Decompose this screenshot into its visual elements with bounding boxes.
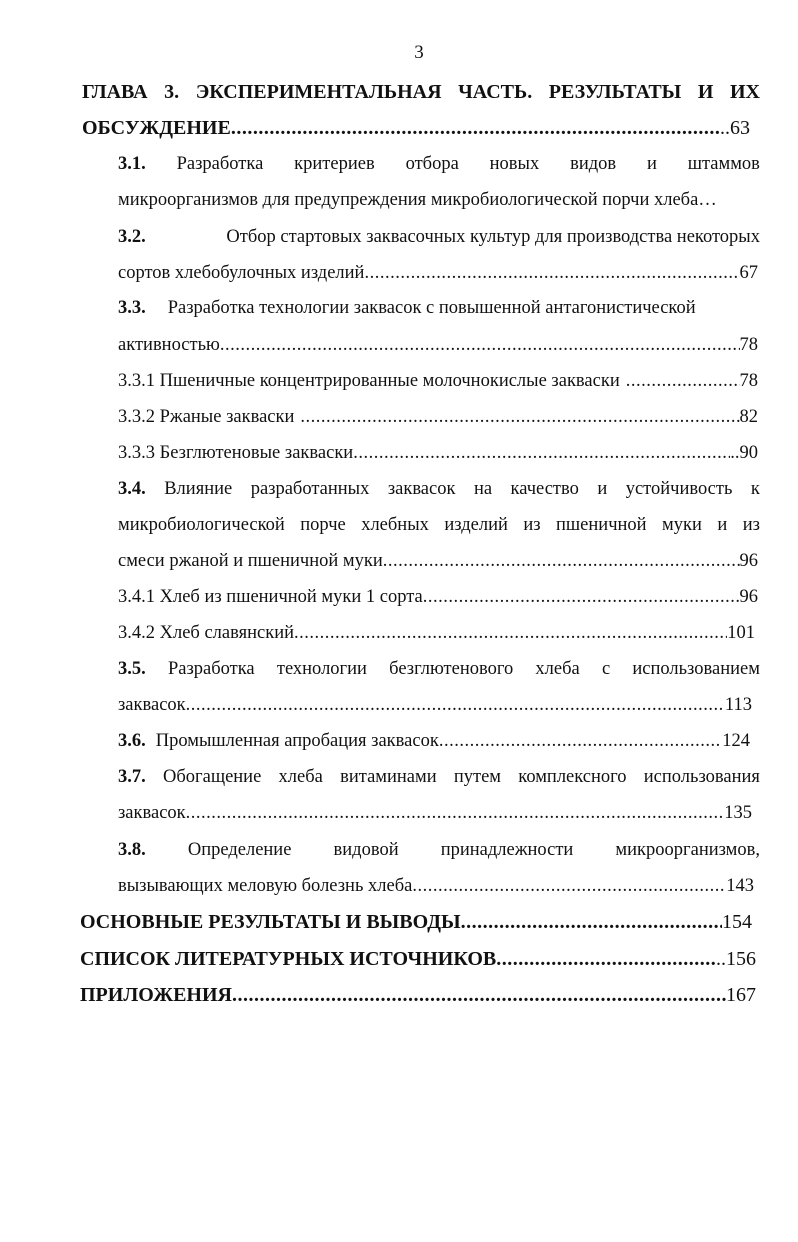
toc-entry-3-3-1: 3.3.1 Пшеничные концентрированные молочнокислые закваски ..... 78	[118, 369, 758, 393]
page-ref: ..156	[716, 948, 756, 970]
toc-entry-3-4-line3: смеси ржаной и пшеничной муки ..... 96	[118, 549, 758, 573]
toc-entry-3-3-2: 3.3.2 Ржаные закваски ..... 82	[118, 405, 758, 429]
page-ref: 154	[722, 911, 752, 933]
chapter-title-line1: ГЛАВА 3. ЭКСПЕРИМЕНТАЛЬНАЯ ЧАСТЬ. РЕЗУЛЬТАТЫ И ИХ	[82, 81, 760, 103]
page-ref: ..90	[730, 443, 758, 463]
toc-entry-3-2-line2: сортов хлебобулочных изделий ..... 67	[118, 261, 758, 285]
toc-entry-3-1: 3.1. Разработка критериев отбора новых видов и штаммов	[118, 154, 760, 174]
toc-entry-3-4-1: 3.4.1 Хлеб из пшеничной муки 1 сорта ..... 96	[118, 585, 758, 609]
page-ref: 67	[739, 263, 758, 283]
toc-entry-appendices: ПРИЛОЖЕНИЯ ..... 167	[80, 983, 756, 1007]
toc-entry-3-4: 3.4. Влияние разработанных заквасок на качество и устойчивость к	[118, 479, 760, 499]
toc-entry-3-3: 3.3. Разработка технологии заквасок с повышенной антагонистической	[118, 298, 696, 318]
toc-entry-3-4-line2: микробиологической порче хлебных изделий из пшеничной муки и из	[118, 515, 760, 535]
toc-entry-3-6: 3.6. Промышленная апробация заквасок ..... 124	[118, 729, 750, 753]
toc-entry-3-8-line2: вызывающих меловую болезнь хлеба ..... 143	[118, 874, 754, 898]
toc-entry-3-3-line2: активностью ..... 78	[118, 333, 758, 357]
page-ref: 78	[739, 335, 758, 355]
toc-entry-3-4-2: 3.4.2 Хлеб славянский ..... 101	[118, 621, 755, 645]
toc-entry-3-3-3: 3.3.3 Безглютеновые закваски ..... ..90	[118, 441, 758, 465]
page-ref: 82	[739, 407, 758, 427]
toc-entry-references: СПИСОК ЛИТЕРАТУРНЫХ ИСТОЧНИКОВ ..... ..156	[80, 947, 756, 971]
page-ref: 101	[727, 623, 755, 643]
toc-entry-3-5: 3.5. Разработка технологии безглютенового хлеба с использованием	[118, 659, 760, 679]
page-ref: 135	[724, 803, 752, 823]
toc-entry-3-7: 3.7. Обогащение хлеба витаминами путем комплексного использования	[118, 767, 760, 787]
page-ref: 143	[726, 876, 754, 896]
toc-entry-results: ОСНОВНЫЕ РЕЗУЛЬТАТЫ И ВЫВОДЫ ..... 154	[80, 910, 752, 934]
toc-entry-3-5-line2: заквасок ..... 113	[118, 693, 752, 717]
toc-entry-3-7-line2: заквасок ..... 135	[118, 801, 752, 825]
page-number: 3	[414, 42, 424, 63]
toc-entry-3-1-line2: микроорганизмов для предупреждения микробиологической порчи хлеба…	[118, 190, 717, 210]
toc-entry-3-8: 3.8. Определение видовой принадлежности микроорганизмов,	[118, 840, 760, 860]
page-ref: 78	[739, 371, 758, 391]
chapter-title-line2: ОБСУЖДЕНИЕ ..... ..63	[82, 116, 750, 140]
page-ref: ..63	[720, 117, 750, 139]
page-ref: 96	[739, 587, 758, 607]
page-ref: 113	[724, 695, 752, 715]
page-ref: 167	[726, 984, 756, 1006]
page-ref: 124	[722, 731, 750, 751]
page-ref: 96	[739, 551, 758, 571]
toc-entry-3-2: 3.2. Отбор стартовых заквасочных культур для производства некоторых	[118, 227, 760, 247]
